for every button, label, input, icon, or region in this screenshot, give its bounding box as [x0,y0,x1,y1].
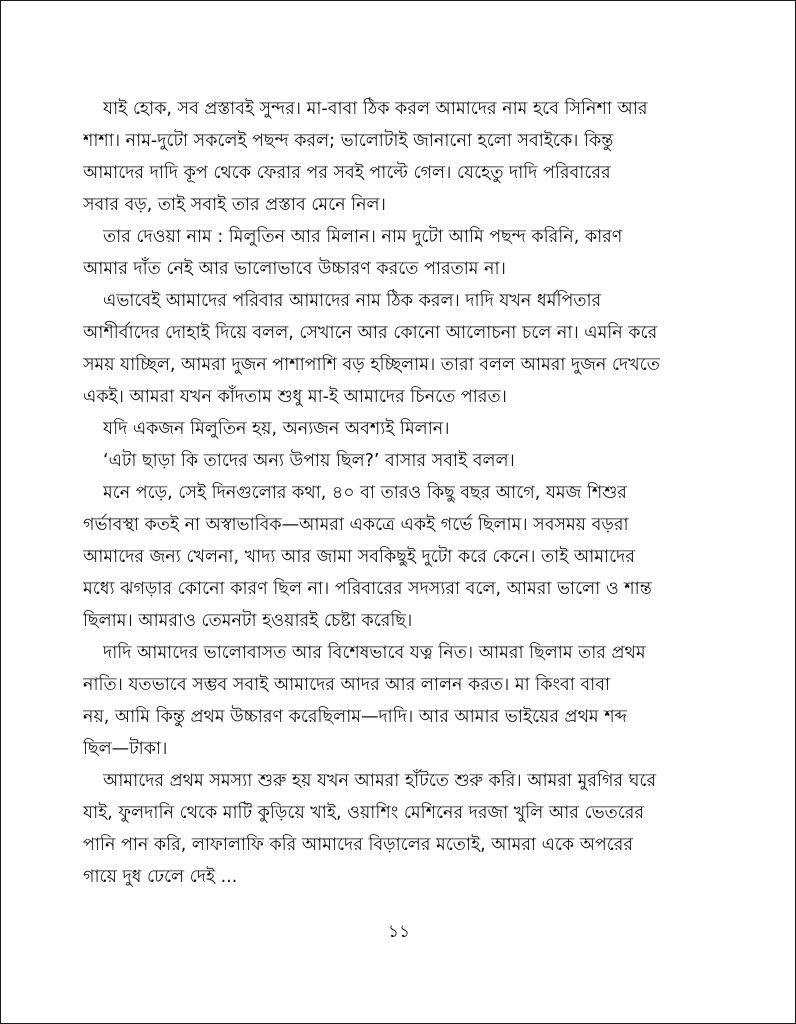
text-line: আমাদের জন্য খেলনা, খাদ্য আর জামা সবকিছুই দুটো করে কেনে। তাই আমাদের [83,547,635,567]
text-line: ছিলাম। আমরাও তেমনটা হওয়ারই চেষ্টা করেছি। [83,611,413,631]
text-line: আমাদের দাদি কূপ থেকে ফেরার পর সবই পাল্টে গেল। যেহেতু দাদি পরিবারের [83,163,611,183]
text-line: নাতি। যতভাবে সম্ভব সবাই আমাদের আদর আর লালন করত। মা কিংবা বাবা [83,675,611,695]
body-text [83,93,719,893]
text-line: দাদি আমাদের ভালোবাসত আর বিশেষভাবে যত্ন নিত। আমরা ছিলাম তার প্রথম [103,643,646,663]
text-line: তার দেওয়া নাম : মিলুতিন আর মিলান। নাম দুটো আমি পছন্দ করিনি, কারণ [103,227,623,247]
text-line: একই। আমরা যখন কাঁদতাম শুধু মা-ই আমাদের চিনতে পারত। [83,387,507,407]
text-line: গায়ে দুধ ঢেলে দেই ... [83,867,238,887]
text-line: ছিল—টাকা। [83,739,168,759]
text-line: ‘এটা ছাড়া কি তাদের অন্য উপায় ছিল?’ বাসার সবাই বলল। [103,451,515,471]
text-line: সবার বড়, তাই সবাই তার প্রস্তাব মেনে নিল। [83,195,386,215]
text-line: আমাদের প্রথম সমস্যা শুরু হয় যখন আমরা হাঁটতে শুরু করি। আমরা মুরগির ঘরে [103,771,657,791]
text-line: আমার দাঁত নেই আর ভালোভাবে উচ্চারণ করতে পারতাম না। [83,259,506,279]
text-line: পানি পান করি, লাফালাফি করি আমাদের বিড়ালের মতোই, আমরা একে অপরের [83,835,634,855]
text-line: যাই হোক, সব প্রস্তাবই সুন্দর। মা-বাবা ঠিক করল আমাদের নাম হবে সিনিশা আর [103,99,648,119]
text-line: মধ্যে ঝগড়ার কোনো কারণ ছিল না। পরিবারের সদস্যরা বলে, আমরা ভালো ও শান্ত [83,579,652,599]
text-line: নয়, আমি কিন্তু প্রথম উচ্চারণ করেছিলাম—দাদি। আর আমার ভাইয়ের প্রথম শব্দ [83,707,627,727]
text-line: যাই, ফুলদানি থেকে মাটি কুড়িয়ে খাই, ওয়াশিং মেশিনের দরজা খুলি আর ভেতরের [83,803,645,823]
text-line: গর্ভাবস্থা কতই না অস্বাভাবিক—আমরা একত্রে একই গর্ভে ছিলাম। সবসময় বড়রা [83,515,629,535]
text-line: আশীর্বাদের দোহাই দিয়ে বলল, সেখানে আর কোনো আলোচনা চলে না। এমনি করে [83,323,658,343]
text-line: এভাবেই আমাদের পরিবার আমাদের নাম ঠিক করল। দাদি যখন ধর্মপিতার [103,291,602,311]
text-line: মনে পড়ে, সেই দিনগুলোর কথা, ৪০ বা তারও কিছু বছর আগে, যমজ শিশুর [103,483,627,503]
text-line: শাশা। নাম-দুটো সকলেই পছন্দ করল; ভালোটাই জানানো হলো সবাইকে। কিন্তু [83,131,614,151]
page-number: ১১ [387,922,411,942]
text-line: সময় যাচ্ছিল, আমরা দুজন পাশাপাশি বড় হচ্ছিলাম। তারা বলল আমরা দুজন দেখতে [83,355,660,375]
text-line: যদি একজন মিলুতিন হয়, অন্যজন অবশ্যই মিলান। [103,419,450,439]
